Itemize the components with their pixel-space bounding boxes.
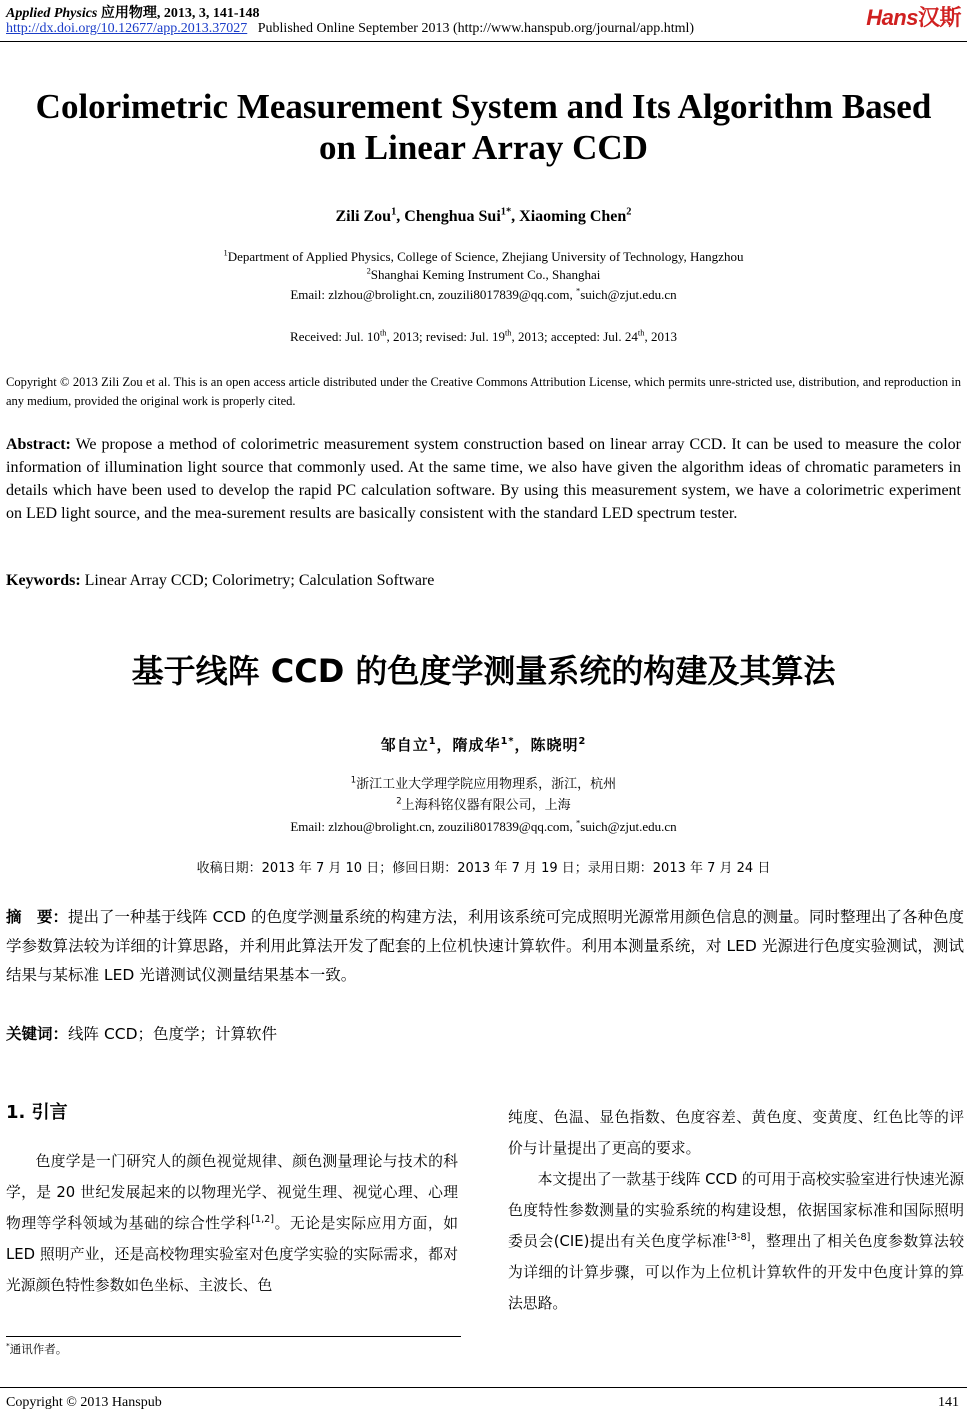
abstract-cn-label: 摘 要： xyxy=(6,908,69,926)
authors-cn xyxy=(0,734,967,755)
aff1-sup: 1 xyxy=(223,247,228,258)
keywords-cn xyxy=(6,1022,961,1044)
author-cn-3: ，陈晓明 xyxy=(514,736,579,754)
affiliation-1-en xyxy=(0,248,967,265)
affiliation-2-en xyxy=(0,266,967,283)
author-cn-2-sup: 1* xyxy=(500,736,515,747)
abstract-text: We propose a method of colorimetric measurement system construction based on linear array CCD. It can be used to measure the color information of illumination light source that commonly used. At the same time, we also have given the algorithm ideas of chromatic parameters in details which have been used to develop the rapid PC calculation software. By using this measurement system, we have a colorimetric experiment on LED light source, and the mea-surement results are basically consistent with the standard LED spectrum tester. xyxy=(6,436,961,522)
dates-cn: 收稿日期：2013 年 7 月 10 日；修回日期：2013 年 7 月 19 日；录用日期：2013 年 7 月 24 日 xyxy=(196,861,771,876)
title-line-2: on Linear Array CCD xyxy=(319,128,648,167)
author-cn-3-sup: 2 xyxy=(578,736,587,747)
author-2: , Chenghua Sui xyxy=(396,208,501,225)
affiliation-1-cn xyxy=(0,776,967,794)
author-3-sup: 2 xyxy=(626,206,632,218)
abstract-cn-text: 提出了一种基于线阵 CCD 的色度学测量系统的构建方法，利用该系统可完成照明光源常用颜色信息的测量。同时整理出了各种色度学参数算法较为详细的计算思路，并利用此算法开发了配套的上位机快速计算软件。利用本测量系统，对 LED 光源进行色度实验测试，测试结果与某标准 LED 光谱测试仪测量结果基本一致。 xyxy=(6,908,964,984)
email-prefix: Email: zlzhou@brolight.cn, zouzili8017839@qq.com, xyxy=(290,287,577,302)
aff2-text: Shanghai Keming Instrument Co., Shanghai xyxy=(370,267,601,282)
affiliation-2-cn xyxy=(0,797,967,815)
citation-1-2: [1,2] xyxy=(251,1214,275,1226)
intro-p2-part-a: 本文提出了一款基于线阵 CCD 的可用于高校实验室进行快速光源色度特性参数测量的实验系统的构建设想，依据国家标准和国际照明委员会(CIE)提出有关色度学标准 xyxy=(508,1171,964,1250)
journal-name: Applied Physics xyxy=(6,6,98,21)
paper-title-en xyxy=(0,86,967,168)
keywords-cn-text: 线阵 CCD；色度学；计算软件 xyxy=(68,1025,278,1043)
paper-title-cn: 基于线阵 CCD 的色度学测量系统的构建及其算法 xyxy=(131,652,836,690)
footnote-sup: * xyxy=(6,1341,10,1351)
accepted-date: , 2013; accepted: Jul. 24 xyxy=(511,329,638,344)
published-online: Published Online September 2013 (http://www.hanspub.org/journal/app.html) xyxy=(257,21,695,36)
th-sup-1: th xyxy=(379,327,387,338)
page-number: 141 xyxy=(938,1395,959,1410)
author-cn-1-sup: 1 xyxy=(428,736,437,747)
email-cn-sup: * xyxy=(576,817,581,828)
intro-paragraph-1 xyxy=(6,1146,458,1301)
citation-3-8: [3-8] xyxy=(727,1232,751,1244)
right-column xyxy=(508,1102,964,1319)
footer-divider xyxy=(0,1387,967,1388)
dates-en xyxy=(0,328,967,345)
aff2-cn-text: 上海科铭仪器有限公司，上海 xyxy=(401,798,571,813)
author-1-sup: 1 xyxy=(391,206,397,218)
intro-p2-part-b: ，整理出了相关色度参数算法较为详细的计算步骤，可以作为上位机计算软件的开发中色度计算的算法思路。 xyxy=(508,1233,964,1312)
received-date: Received: Jul. 10 xyxy=(290,329,380,344)
revised-date: , 2013; revised: Jul. 19 xyxy=(386,329,505,344)
abstract-en xyxy=(6,433,961,525)
email-cn xyxy=(0,818,967,836)
keywords-en xyxy=(6,572,961,590)
hans-logo xyxy=(866,1,961,32)
email-cn-prefix: Email: zlzhou@brolight.cn, zouzili8017839@qq.com, xyxy=(290,819,577,834)
keywords-label: Keywords: xyxy=(6,572,81,589)
journal-info xyxy=(6,2,260,22)
footer-copyright: Copyright © 2013 Hanspub xyxy=(6,1395,162,1410)
intro-p1-part-a: 色度学是一门研究人的颜色视觉规律、颜色测量理论与技术的科学，是 20 世纪发展起来的以物理光学、视觉生理、视觉心理、心理物理等学科领域为基础的综合性学科 xyxy=(6,1153,458,1232)
journal-volume-info: 应用物理, 2013, 3, 141-148 xyxy=(100,6,260,21)
aff2-cn-sup: 2 xyxy=(396,795,402,806)
logo-latin: Hans xyxy=(866,5,918,30)
author-3: , Xiaoming Chen xyxy=(511,208,627,225)
intro-paragraph-2 xyxy=(508,1164,964,1319)
aff2-sup: 2 xyxy=(366,265,371,276)
logo-cn: 汉斯 xyxy=(917,5,961,30)
title-line-1: Colorimetric Measurement System and Its Algorithm Based xyxy=(35,87,932,126)
email-cn-last: suich@zjut.edu.cn xyxy=(580,819,677,834)
left-column xyxy=(6,1146,458,1301)
aff1-text: Department of Applied Physics, College of Science, Zhejiang University of Technology, Hangzhou xyxy=(227,249,744,264)
copyright-notice: Copyright © 2013 Zili Zou et al. This is an open access article distributed under the Creative Commons Attribution License, which permits unre-stricted use, distribution, and reproduction in any medium, provided the original work is properly cited. xyxy=(6,375,961,408)
author-cn-2: ，隋成华 xyxy=(436,736,501,754)
author-2-sup: 1* xyxy=(500,206,512,218)
footnote-text: 通讯作者。 xyxy=(9,1342,68,1356)
header-divider xyxy=(0,41,967,42)
intro-p1-part-b: 。无论是实际应用方面，如 LED 照明产业，还是高校物理实验室对色度学实验的实际需求，都对光源颜色特性参数如色坐标、主波长、色 xyxy=(6,1215,458,1294)
aff1-cn-text: 浙江工业大学理学院应用物理系，浙江，杭州 xyxy=(356,777,617,792)
abstract-label: Abstract: xyxy=(6,436,71,453)
abstract-cn xyxy=(6,903,964,990)
th-sup-2: th xyxy=(504,327,512,338)
keywords-text: Linear Array CCD; Colorimetry; Calculation Software xyxy=(80,572,435,589)
intro-paragraph-continued: 纯度、色温、显色指数、色度容差、黄色度、变黄度、红色比等的评价与计量提出了更高的要求。 xyxy=(508,1109,964,1157)
email-sup: * xyxy=(576,285,581,296)
author-cn-1: 邹自立 xyxy=(380,736,429,754)
footnote xyxy=(6,1341,67,1357)
keywords-cn-label: 关键词： xyxy=(6,1025,69,1043)
footnote-divider xyxy=(6,1336,461,1337)
section-heading-introduction: 1. 引言 xyxy=(6,1102,68,1123)
author-1: Zili Zou xyxy=(335,208,392,225)
email-last: suich@zjut.edu.cn xyxy=(580,287,677,302)
dates-end: , 2013 xyxy=(644,329,677,344)
doi-link[interactable]: http://dx.doi.org/10.12677/app.2013.37027 xyxy=(6,21,248,36)
authors-en xyxy=(0,208,967,226)
email-en xyxy=(0,286,967,303)
th-sup-3: th xyxy=(637,327,645,338)
aff1-cn-sup: 1 xyxy=(350,774,357,785)
doi-line xyxy=(6,21,694,37)
